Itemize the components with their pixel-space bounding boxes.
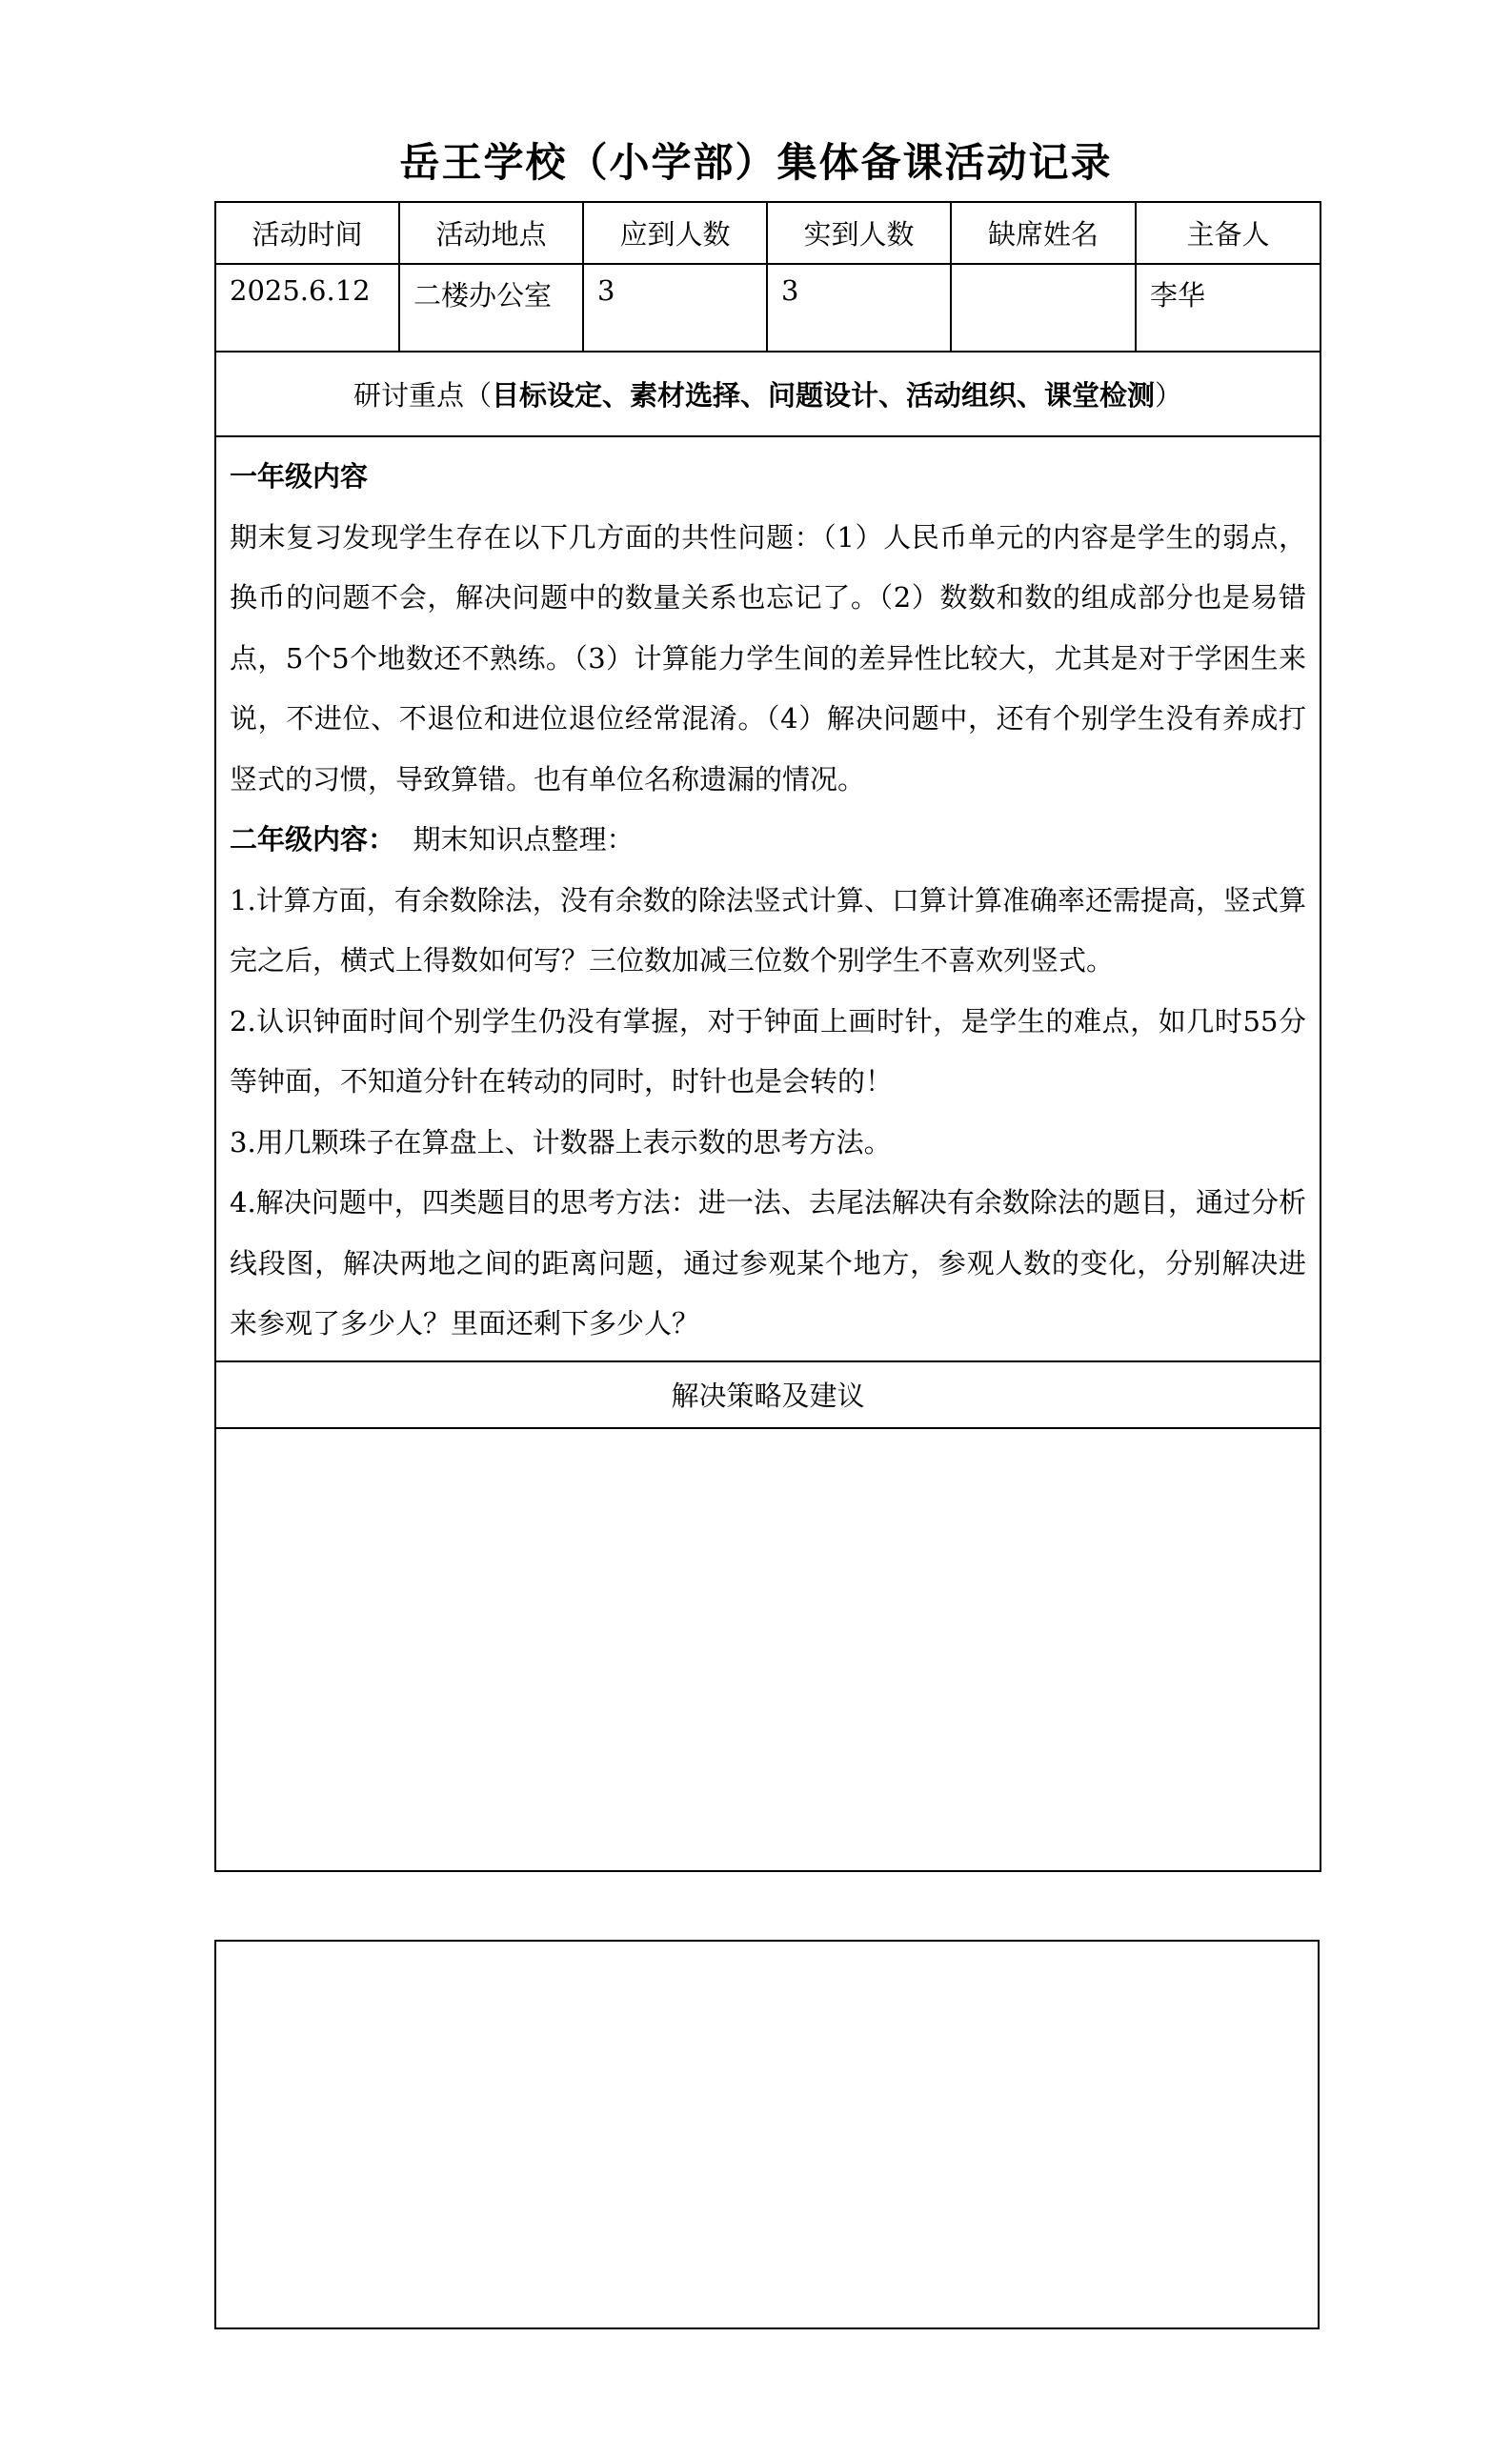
- value-lead-preparer: 李华: [1136, 264, 1320, 352]
- label-activity-time: 活动时间: [215, 202, 399, 264]
- research-focus: [215, 352, 1320, 436]
- label-expected-count: 应到人数: [583, 202, 767, 264]
- value-activity-location: 二楼办公室: [399, 264, 583, 352]
- strategy-heading-row: [215, 1361, 1320, 1428]
- focus-suffix: ）: [1155, 379, 1183, 412]
- header-value-row: [215, 264, 1320, 352]
- grade2-point: 2.认识钟面时间个别学生仍没有掌握，对于钟面上画时针，是学生的难点，如几时55分等钟面，不知道分针在转动的同时，时针也是会转的！: [230, 1004, 1306, 1098]
- header-label-row: [215, 202, 1320, 264]
- label-lead-preparer: 主备人: [1136, 202, 1320, 264]
- grade2-heading: 二年级内容：: [230, 823, 396, 856]
- focus-items: 目标设定、素材选择、问题设计、活动组织、课堂检测: [491, 379, 1155, 412]
- page-title: 岳王学校（小学部）集体备课活动记录: [399, 139, 1113, 186]
- value-expected-count: 3: [583, 264, 767, 352]
- grade2-subheading: 期末知识点整理：: [413, 823, 635, 856]
- content-row: [215, 436, 1320, 1361]
- strategy-body: [215, 1428, 1320, 1871]
- value-activity-time: 2025.6.12: [215, 264, 399, 352]
- grade2-point: 4.解决问题中，四类题目的思考方法：进一法、去尾法解决有余数除法的题目，通过分析线段图，解决两地之间的距离问题，通过参观某个地方，参观人数的变化，分别解决进来参观了多少人？里面还剩下多少人？: [230, 1186, 1306, 1340]
- grade2-point: 1.计算方面，有余数除法，没有余数的除法竖式计算、口算计算准确率还需提高，竖式算完之后，横式上得数如何写？三位数加减三位数个别学生不喜欢列竖式。: [230, 883, 1306, 977]
- label-actual-count: 实到人数: [767, 202, 951, 264]
- label-absent-names: 缺席姓名: [951, 202, 1136, 264]
- grade1-body: 期末复习发现学生存在以下几方面的共性问题：（1）人民币单元的内容是学生的弱点，换币的问题不会，解决问题中的数量关系也忘记了。（2）数数和数的组成部分也是易错点，5个5个地数还不熟练。（3）计算能力学生间的差异性比较大，尤其是对于学困生来说，不进位、不退位和进位退位经常混淆。（4）解决问题中，还有个别学生没有养成打竖式的习惯，导致算错。也有单位名称遗漏的情况。: [230, 520, 1306, 796]
- label-activity-location: 活动地点: [399, 202, 583, 264]
- blank-notes-box: [214, 1940, 1320, 2329]
- activity-record-table: [214, 201, 1321, 1872]
- strategy-body-row: [215, 1428, 1320, 1871]
- focus-prefix: 研讨重点（: [353, 379, 492, 412]
- value-actual-count: 3: [767, 264, 951, 352]
- value-absent-names: [951, 264, 1136, 352]
- content-section: [215, 436, 1320, 1361]
- grade2-heading-line: [230, 810, 1306, 871]
- strategy-heading: 解决策略及建议: [215, 1361, 1320, 1428]
- grade1-heading: 一年级内容: [230, 460, 369, 493]
- focus-row: [215, 352, 1320, 436]
- grade2-point: 3.用几颗珠子在算盘上、计数器上表示数的思考方法。: [230, 1125, 892, 1159]
